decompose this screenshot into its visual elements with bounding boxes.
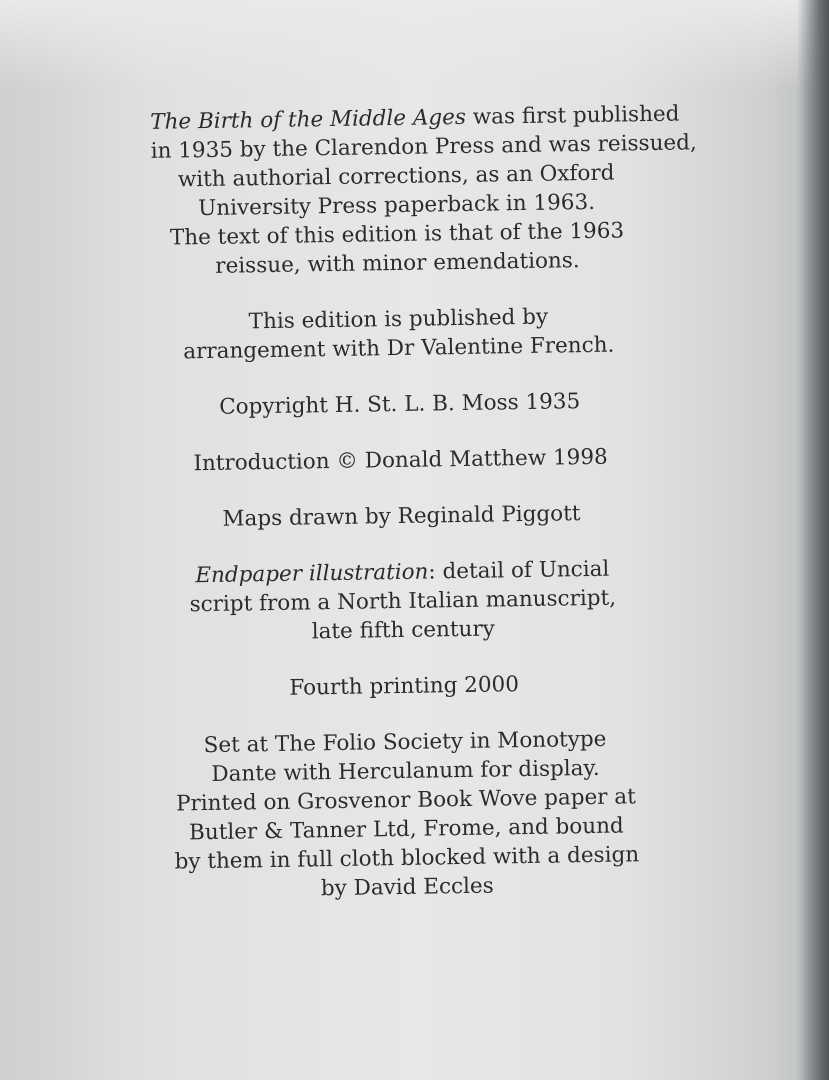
endpaper-line: script from a North Italian manuscript, — [189, 585, 617, 618]
book-title: The Birth of the Middle Ages — [150, 104, 467, 135]
production-line: by David Eccles — [320, 873, 494, 902]
imprint-text-block — [150, 100, 697, 933]
page-top-shading — [0, 0, 829, 90]
introduction-credit — [155, 442, 645, 479]
publication-history-line: The text of this edition is that of the 1963 — [169, 218, 625, 251]
printing-line — [159, 668, 649, 705]
endpaper-text: : detail of Uncial — [428, 556, 610, 585]
publication-history-line: reissue, with minor emendations. — [215, 248, 580, 279]
publication-history-paragraph — [150, 100, 697, 282]
publication-history-text: was first published — [465, 101, 680, 130]
printing-text: Fourth printing 2000 — [289, 672, 520, 701]
production-paragraph — [160, 724, 653, 906]
arrangement-paragraph — [153, 301, 644, 367]
maps-credit — [156, 498, 646, 535]
publication-history-line: with authorial corrections, as an Oxford — [177, 160, 615, 193]
production-line: Butler & Tanner Ltd, Frome, and bound — [188, 813, 624, 846]
publication-history-line: in 1935 by the Clarendon Press and was reissued, — [150, 130, 697, 164]
copyright-text: Copyright H. St. L. B. Moss 1935 — [219, 389, 581, 420]
endpaper-line: late fifth century — [311, 616, 495, 645]
production-line: by them in full cloth blocked with a design — [174, 842, 640, 875]
copyright-line — [155, 386, 645, 423]
production-line: Dante with Herculanum for display. — [211, 755, 600, 787]
introduction-text: Introduction © Donald Matthew 1998 — [193, 444, 608, 477]
maps-text: Maps drawn by Reginald Piggott — [222, 501, 581, 532]
arrangement-line: arrangement with Dr Valentine French. — [183, 332, 615, 365]
endpaper-label: Endpaper illustration — [195, 559, 429, 589]
production-line: Set at The Folio Society in Monotype — [203, 726, 607, 759]
endpaper-paragraph — [157, 554, 648, 649]
production-line: Printed on Grosvenor Book Wove paper at — [175, 784, 636, 817]
publication-history-line: University Press paperback in 1963. — [198, 189, 596, 222]
arrangement-line: This edition is published by — [248, 304, 549, 335]
page-edge-shadow — [797, 0, 829, 1080]
